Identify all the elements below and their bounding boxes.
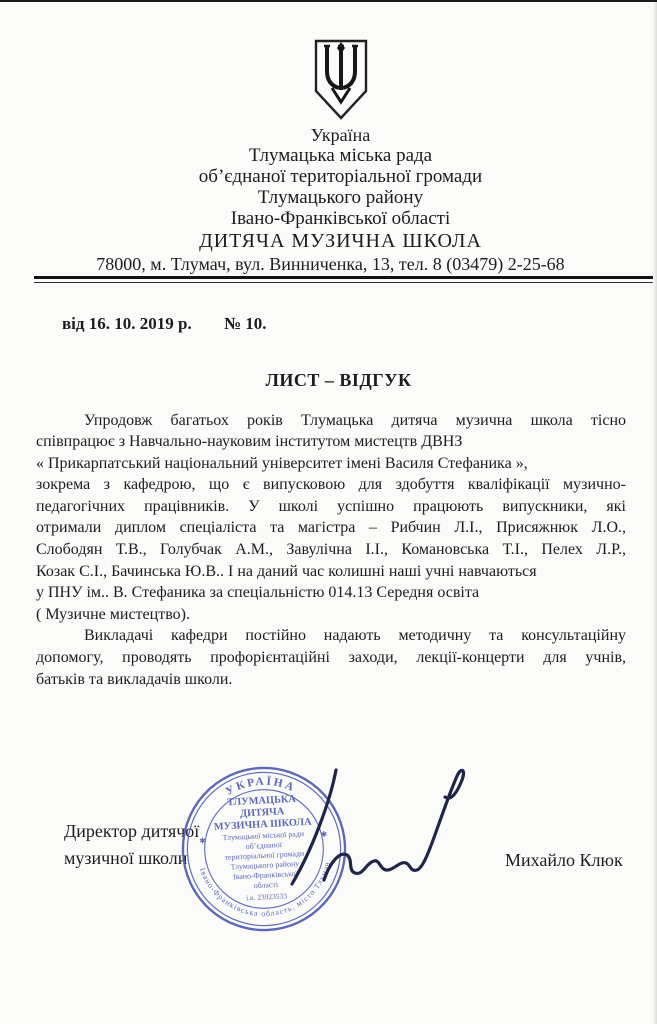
stamp-bottom-arc-text: Івано-Франківська область, місто Тлумач — [197, 860, 332, 919]
body-line: допомогу, проводять профорієнтаційні заходи, лекції-концерти для учнів, — [36, 649, 626, 667]
stamp-top-arc-text: УКРАЇНА — [223, 775, 298, 799]
reference-number: № 10. — [223, 313, 267, 333]
letterhead-divider — [34, 276, 653, 283]
handwritten-signature — [260, 756, 480, 901]
body-line: у ПНУ ім.. В. Стефаника за спеціальністю 014.13 Середня освіта — [36, 584, 480, 602]
scan-top-edge — [0, 0, 657, 2]
body-line: Викладачі кафедри постійно надають методичну та консультаційну — [84, 627, 626, 645]
letterhead-address: 78000, м. Тлумач, вул. Винниченка, 13, тел. 8 (03479) 2-25-68 — [96, 254, 565, 274]
svg-text:територіальної громади: територіальної громади — [224, 849, 305, 863]
letterhead-line: об’єднаної територіальної громади — [198, 166, 483, 187]
divider-thick-line — [34, 276, 653, 279]
svg-text:МУЗИЧНА ШКОЛА: МУЗИЧНА ШКОЛА — [213, 816, 312, 834]
body-line: співпрацює з Навчально-науковим інститутом мистецтв ДВНЗ — [36, 433, 463, 451]
letterhead-line: Тлумацька міська рада — [248, 145, 433, 166]
reference-line — [62, 314, 657, 334]
letterhead-line: Івано-Франківської області — [230, 208, 451, 229]
trident-glyph — [324, 46, 358, 102]
document-title: ЛИСТ – ВІДГУК — [265, 369, 412, 390]
svg-text:ТЛУМАЦЬКА: ТЛУМАЦЬКА — [226, 794, 297, 809]
body-line: зокрема з кафедрою, що є випусковою для здобуття кваліфікації музично- — [36, 476, 626, 494]
body-line: Козак С.І., Бачинська Ю.В.. І на даний час колишні наші учні навчаються — [36, 562, 537, 580]
reference-date: від 16. 10. 2019 р. — [62, 313, 192, 333]
signer-role-line2: музичної школи — [64, 848, 188, 869]
stamp-star-right: ✱ — [320, 829, 328, 840]
svg-text:області: області — [253, 880, 279, 891]
svg-text:ДИТЯЧА: ДИТЯЧА — [239, 806, 285, 820]
body-line: Упродовж багатьох років Тлумацька дитяча музична школа тісно — [84, 411, 626, 429]
body-line: батьків та викладачів школи. — [36, 670, 233, 688]
body-line: ( Музичне мистецтво). — [36, 605, 190, 623]
letterhead — [12, 38, 657, 274]
svg-text:Тлумацької міської ради: Тлумацької міської ради — [222, 829, 305, 843]
body-line: « Прикарпатський національний університет імені Василя Стефаника », — [36, 454, 528, 472]
signature-block — [0, 760, 657, 1010]
body-line: отримали диплом спеціаліста та магістра – Рибчин Л.І., Присяжнюк Л.О., — [36, 519, 626, 537]
letter-body — [36, 410, 626, 691]
trident-tip — [337, 42, 345, 54]
body-line: педагогічних працівників. У школі успішно працюють випускники, які — [36, 497, 626, 515]
signer-role-line1: Директор дитячої — [64, 821, 200, 842]
letterhead-line: Тлумацького району — [257, 187, 424, 208]
svg-text:об’єднаної: об’єднаної — [245, 840, 283, 852]
letterhead-school-name: ДИТЯЧА МУЗИЧНА ШКОЛА — [199, 230, 482, 252]
signer-name: Михайло Клюк — [505, 850, 623, 871]
letterhead-lines — [12, 145, 657, 229]
stamp-star-left: ✱ — [199, 836, 207, 846]
svg-text:Тлумацького району: Тлумацького району — [230, 859, 300, 872]
svg-text:і.к. 23923533: і.к. 23923533 — [245, 891, 288, 903]
letterhead-country: Україна — [310, 125, 371, 145]
ukraine-trident-shield-icon — [312, 38, 370, 122]
svg-text:Івано-Франківської: Івано-Франківської — [232, 869, 298, 882]
divider-thin-line — [34, 282, 653, 283]
body-line: Слободян Т.В., Голубчак А.М., Завулічна І.І., Комановська Т.І., Пелех Л.Р., — [36, 541, 626, 559]
